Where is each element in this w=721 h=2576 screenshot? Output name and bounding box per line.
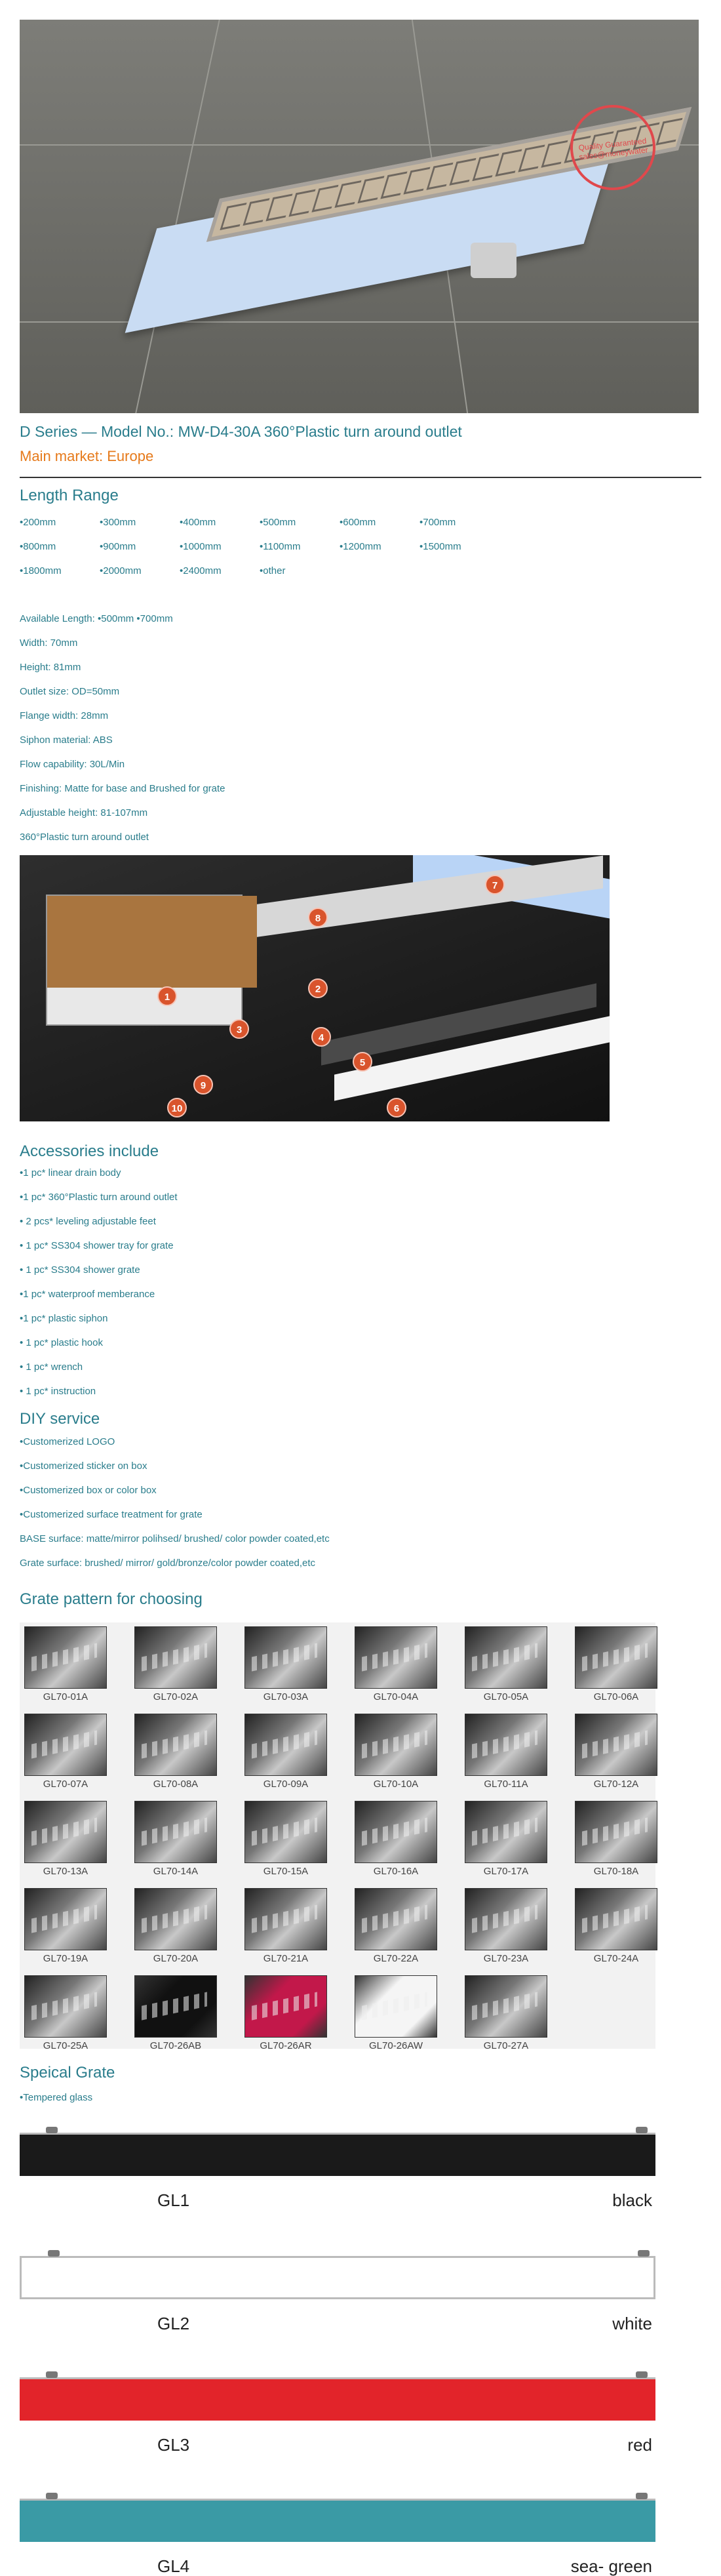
spec-line: Finishing: Matte for base and Brushed for grate [20,783,225,794]
length-row [20,534,544,559]
glass-grate-code: GL1 [157,2190,190,2210]
divider [20,477,701,478]
spec-line: Flow capability: 30L/Min [20,759,125,770]
grate-thumbnail [465,1626,547,1689]
grate-option[interactable] [243,1888,328,1964]
outlet-pipe [471,243,516,278]
grate-key-pattern [220,203,246,230]
grate-thumbnail [355,1888,437,1950]
grate-thumbnail [575,1626,657,1689]
grate-option[interactable] [243,1714,328,1790]
grate-code: GL70-04A [373,1691,419,1702]
grate-option[interactable] [133,1801,218,1877]
length-option: •700mm [419,517,456,528]
grate-option[interactable] [353,1975,438,2051]
glass-grate-bar [20,2133,655,2176]
grate-option[interactable] [23,1975,108,2051]
grate-option[interactable] [574,1626,659,1702]
accessory-item: •1 pc* linear drain body [20,1167,121,1178]
grate-thumbnail [465,1714,547,1776]
length-option: •1500mm [419,541,461,552]
glass-grate-code: GL4 [157,2556,190,2576]
accessory-item: •1 pc* waterproof memberance [20,1289,155,1300]
grate-thumbnail [465,1888,547,1950]
grate-option[interactable] [463,1801,549,1877]
grate-pattern-grid [20,1622,655,2049]
diy-item: •Customerized LOGO [20,1436,115,1447]
spec-line: 360°Plastic turn around outlet [20,832,149,843]
length-option: •2400mm [180,565,222,576]
grate-code: GL70-03A [263,1691,309,1702]
grate-thumbnail [244,1626,327,1689]
grate-option[interactable] [243,1626,328,1702]
grate-option[interactable] [23,1801,108,1877]
product-photo [20,20,699,413]
grate-option[interactable] [353,1626,438,1702]
spec-line: Siphon material: ABS [20,735,113,746]
diy-item: •Customerized surface treatment for grate [20,1509,203,1520]
glass-grate-color: sea- green [570,2556,652,2576]
glass-grate-color: white [612,2314,652,2333]
grate-code: GL70-06A [593,1691,639,1702]
grate-thumbnail [134,1801,217,1863]
accessories-heading: Accessories include [20,1142,159,1160]
grate-code: GL70-21A [263,1953,309,1964]
grate-thumbnail [244,1888,327,1950]
callout-number: 1 [157,986,177,1006]
grate-code: GL70-16A [373,1866,419,1877]
spec-line: Available Length: •500mm •700mm [20,613,173,624]
floor-tile-line [135,20,220,413]
grate-option[interactable] [353,1801,438,1877]
grate-thumbnail [244,1714,327,1776]
accessory-item: • 1 pc* wrench [20,1361,83,1373]
callout-number: 3 [229,1019,249,1039]
grate-option[interactable] [23,1888,108,1964]
glass-grate-code: GL2 [157,2314,190,2333]
grate-option[interactable] [353,1714,438,1790]
diy-item: •Customerized sticker on box [20,1460,147,1472]
grate-thumbnail [244,1801,327,1863]
grate-thumbnail [134,1626,217,1689]
length-option: •900mm [100,541,136,552]
grate-code: GL70-24A [593,1953,639,1964]
glass-grate-code: GL3 [157,2435,190,2455]
bolt [46,2127,58,2133]
grate-code: GL70-23A [483,1953,529,1964]
grate-code: GL70-25A [43,2040,88,2051]
grate-thumbnail [355,1975,437,2038]
callout-number: 7 [485,875,505,895]
diy-heading: DIY service [20,1410,100,1428]
diy-item: BASE surface: matte/mirror polihsed/ brushed/ color powder coated,etc [20,1533,330,1544]
spec-line: Outlet size: OD=50mm [20,686,120,697]
length-option: •other [260,565,286,576]
callout-number: 2 [308,978,328,998]
length-option: •800mm [20,541,56,552]
grate-thumbnail [134,1714,217,1776]
length-row [20,559,544,583]
grate-thumbnail [24,1626,107,1689]
grate-thumbnail [575,1888,657,1950]
grate-thumbnail [575,1714,657,1776]
bolt [46,2371,58,2378]
bolt [636,2127,648,2133]
grate-code: GL70-27A [483,2040,529,2051]
grate-option[interactable] [463,1888,549,1964]
grate-code: GL70-02A [153,1691,199,1702]
grate-option[interactable] [463,1714,549,1790]
grate-thumbnail [134,1975,217,2038]
callout-number: 8 [308,908,328,927]
callout-number: 5 [353,1052,372,1072]
bolt [46,2493,58,2499]
diy-item: Grate surface: brushed/ mirror/ gold/bronze/color powder coated,etc [20,1558,316,1569]
glass-grate-4[interactable] [20,2499,655,2576]
grate-thumbnail [24,1801,107,1863]
grate-option[interactable] [243,1801,328,1877]
spec-line: Height: 81mm [20,662,81,673]
grate-thumbnail [134,1888,217,1950]
glass-grate-bar [20,2377,655,2421]
spec-line: Adjustable height: 81-107mm [20,807,148,818]
length-option: •300mm [100,517,136,528]
grate-option[interactable] [23,1714,108,1790]
grate-code: GL70-17A [483,1866,529,1877]
grate-thumbnail [244,1975,327,2038]
grate-code: GL70-05A [483,1691,529,1702]
grate-code: GL70-20A [153,1953,199,1964]
grate-option[interactable] [463,1975,549,2051]
accessory-item: • 2 pcs* leveling adjustable feet [20,1216,156,1227]
grate-option[interactable] [133,1888,218,1964]
grate-code: GL70-22A [373,1953,419,1964]
grate-thumbnail [24,1888,107,1950]
grate-code: GL70-11A [484,1779,528,1790]
grate-code: GL70-07A [43,1779,88,1790]
glass-grate-1[interactable] [20,2133,655,2210]
bolt [638,2250,650,2257]
grate-option[interactable] [133,1975,218,2051]
glass-grate-color: black [612,2190,652,2210]
grate-option[interactable] [353,1888,438,1964]
grate-thumbnail [465,1801,547,1863]
grate-thumbnail [465,1975,547,2038]
length-option: •400mm [180,517,216,528]
grate-code: GL70-26AR [260,2040,312,2051]
length-option: •600mm [340,517,376,528]
glass-grate-color: red [627,2435,652,2455]
accessory-item: • 1 pc* SS304 shower tray for grate [20,1240,174,1251]
grate-code: GL70-12A [593,1779,639,1790]
grate-thumbnail [355,1714,437,1776]
length-row [20,510,544,534]
grate-code: GL70-14A [153,1866,199,1877]
length-option: •200mm [20,517,56,528]
callout-number: 9 [193,1075,213,1095]
grate-thumbnail [24,1975,107,2038]
grate-thumbnail [355,1801,437,1863]
spec-line: Flange width: 28mm [20,710,109,721]
grate-option[interactable] [574,1714,659,1790]
bolt [636,2493,648,2499]
bolt [48,2250,60,2257]
floor-tile-line [20,321,699,323]
grate-code: GL70-18A [593,1866,639,1877]
length-range-list [20,510,544,583]
bolt [636,2371,648,2378]
length-option: •1100mm [260,541,301,552]
callout-number: 10 [167,1098,187,1117]
grate-option[interactable] [243,1975,328,2051]
grate-thumbnail [355,1626,437,1689]
package-box [46,895,243,1026]
grate-option[interactable] [133,1714,218,1790]
grate-option[interactable] [574,1801,659,1877]
length-range-heading: Length Range [20,487,119,504]
length-option: •1000mm [180,541,222,552]
grate-thumbnail [24,1714,107,1776]
glass-grate-3[interactable] [20,2377,655,2455]
glass-grate-bar [20,2256,655,2299]
special-grate-subtitle: •Tempered glass [20,2092,93,2103]
main-market: Main market: Europe [20,448,154,464]
grate-thumbnail [575,1801,657,1863]
accessory-item: • 1 pc* SS304 shower grate [20,1264,140,1276]
length-option: •1800mm [20,565,62,576]
stamp-text: Quality Guaranteed sales@moneywater [577,136,649,162]
grate-code: GL70-26AB [149,2040,202,2051]
length-option: •1200mm [340,541,381,552]
grate-code: GL70-10A [373,1779,419,1790]
grate-option[interactable] [463,1626,549,1702]
glass-grate-bar [20,2499,655,2542]
accessory-item: •1 pc* 360°Plastic turn around outlet [20,1192,178,1203]
grate-option[interactable] [574,1888,659,1964]
grate-pattern-heading: Grate pattern for choosing [20,1590,203,1608]
diy-item: •Customerized box or color box [20,1485,157,1496]
length-option: •500mm [260,517,296,528]
grate-code: GL70-01A [43,1691,88,1702]
grate-code: GL70-13A [43,1866,88,1877]
accessory-item: •1 pc* plastic siphon [20,1313,108,1324]
length-option: •2000mm [100,565,142,576]
accessories-photo [20,855,610,1121]
grate-code: GL70-08A [153,1779,199,1790]
product-title: D Series — Model No.: MW-D4-30A 360°Plastic turn around outlet [20,423,462,440]
accessory-item: • 1 pc* instruction [20,1386,96,1397]
grate-code: GL70-09A [263,1779,309,1790]
special-grate-heading: Speical Grate [20,2064,115,2082]
grate-option[interactable] [23,1626,108,1702]
callout-number: 4 [311,1027,331,1047]
spec-line: Width: 70mm [20,637,78,649]
grate-code: GL70-26AW [369,2040,423,2051]
grate-code: GL70-15A [263,1866,309,1877]
grate-option[interactable] [133,1626,218,1702]
grate-code: GL70-19A [43,1953,88,1964]
glass-grate-2[interactable] [20,2256,655,2333]
callout-number: 6 [387,1098,406,1117]
accessory-item: • 1 pc* plastic hook [20,1337,103,1348]
